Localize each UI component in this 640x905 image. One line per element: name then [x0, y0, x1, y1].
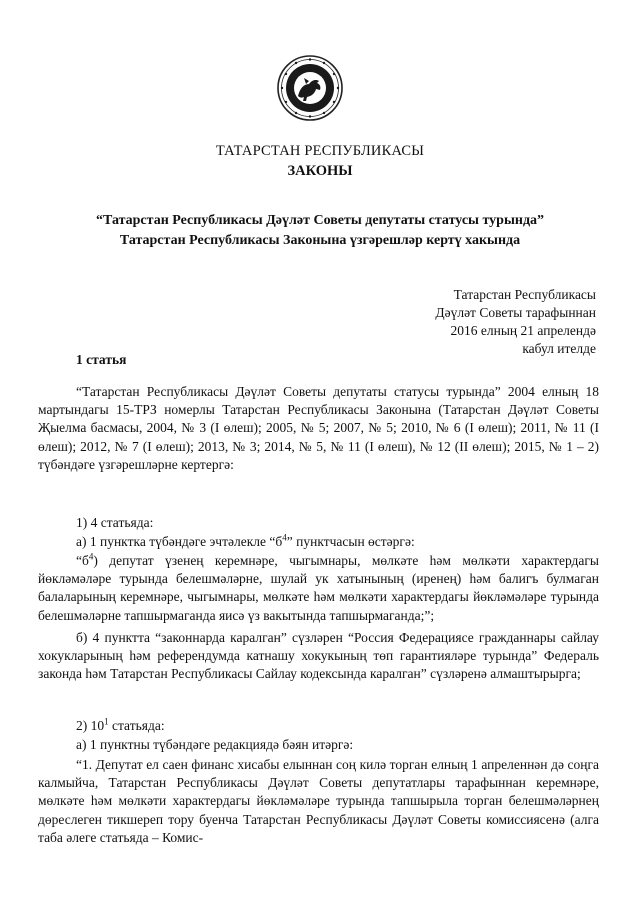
intro-paragraph: “Татарстан Республикасы Дәүләт Советы депутаты статусы турында” 2004 елның 18 мартындагы 15-ТРЗ номерлы Татарстан Республикасы Законына (Татарстан Дәүләт Советы Җыелма басмасы, 2004, № 3 (I өлеш); 2005, № 5; 2007, № 5; 2010, № 6 (I өлеш); 2011, № 11 (I өлеш); 2012, № 7 (I өлеш); 2013, № 3; 2014, № 5, № 11 (I өлеш), № 12 (II өлеш); 2015, № 1 – 2) түбәндәге үзгәрешләрне кертергә: — [38, 384, 599, 472]
adoption-block — [435, 286, 596, 358]
item2-subitem-a: а) 1 пунктны түбәндәге редакциядә бәян итәргә: — [76, 737, 354, 752]
tatarstan-emblem-icon — [276, 54, 344, 122]
adoption-line: Татарстан Республикасы — [453, 287, 596, 302]
item2-quote-paragraph: “1. Депутат ел саен финанс хисабы елыннан соң килә торган елның 1 апреленнән дә соңга калмыйча, Татарстан Республикасы Дәүләт Советы депутатлары тарафыннан керемнәре, мөлкәте һәм мөлкәти характердагы йөкләмәләре турында тапшырыла торган белешмәләрнең дөреслеген тикшереп тору буенча Татарстан Республикасы Дәүләт Советы комиссиясенә (алга таба әлеге статьяда – Комис- — [38, 757, 599, 845]
law-heading: ЗАКОНЫ — [287, 163, 353, 179]
item2-heading: 2) $10^1$ статьяда: — [76, 716, 165, 733]
item1-quote-paragraph: “$б^4$) депутат үзенең керемнәре, чыгымнары, мөлкәте һәм мөлкәти характердагы йөкләмәләре турында белешмәләрне, шулай ук хатынының (иренең) һәм балигъ булмаган балаларының керемнәре, чыгымнары, мөлкәте һәм мөлкәти характердагы йөкләмәләре турында белешмәләрне тапшырмаганда яисә үз вакытында тапшырмаганда;”; — [38, 551, 599, 623]
law-title-line1: “Татарстан Республикасы Дәүләт Советы депутаты статусы турында” — [95, 213, 545, 228]
item1-heading: 1) 4 статьяда: — [76, 515, 154, 530]
law-title-line2: Татарстан Республикасы Законына үзгәрешләр кертү хакында — [119, 233, 521, 248]
adoption-line: кабул ителде — [522, 341, 596, 356]
item1-subitem-a: а) 1 пунктка түбәндәге эчтәлекле “$б^4$” пунктчасын өстәргә: — [76, 532, 415, 549]
republic-heading: ТАТАРСТАН РЕСПУБЛИКАСЫ — [215, 143, 425, 159]
article-heading: 1 статья — [76, 352, 127, 367]
adoption-line: Дәүләт Советы тарафыннан — [435, 305, 596, 320]
item1-subitem-b: б) 4 пунктта “законнарда каралган” сүзләрен “Россия Федерациясе гражданнары сайлау хокукларының һәм референдумда катнашу хокукының төп гарантияләре турында” Федераль законда һәм Татарстан Республикасы Сайлау кодексында каралган” сүзләренә алмаштырырга; — [38, 630, 599, 682]
adoption-date: 2016 елның 21 апрелендә — [450, 323, 596, 338]
